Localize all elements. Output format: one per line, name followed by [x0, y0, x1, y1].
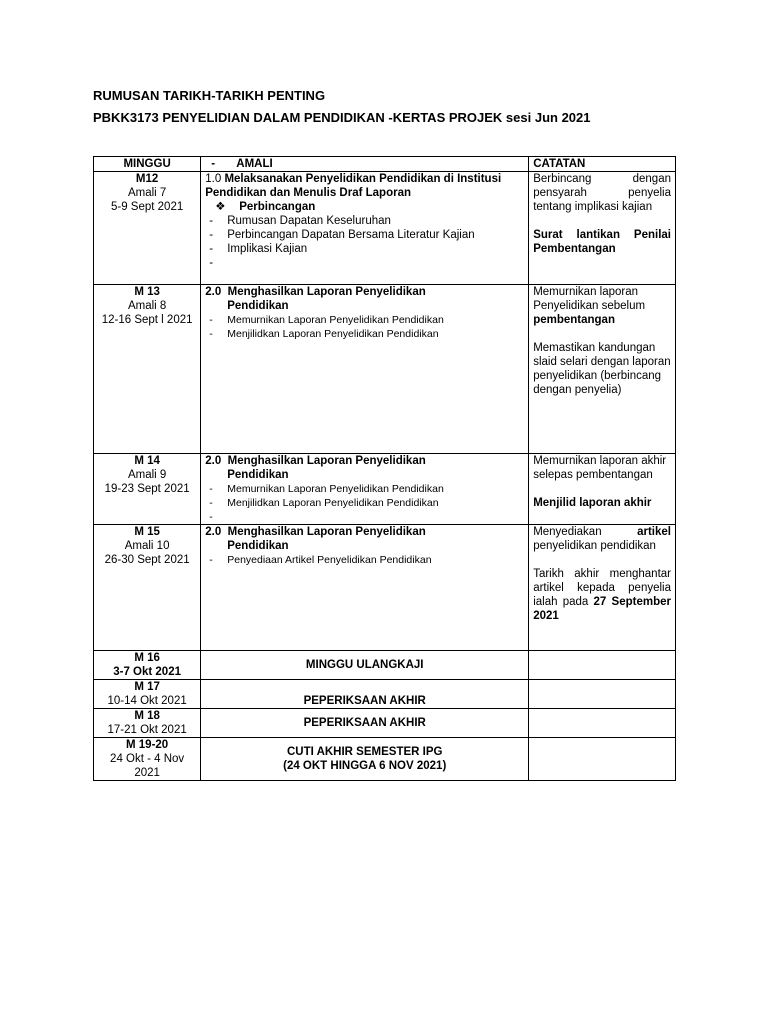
list-item-text: Memurnikan Laporan Penyelidikan Pendidikan	[227, 483, 444, 495]
list-item: - Rumusan Dapatan Keseluruhan	[209, 215, 391, 227]
section-title: Menghasilkan Laporan Penyelidikan	[227, 526, 426, 538]
note-text-2: Memastikan kandungan slaid selari dengan laporan penyelidikan (berbincang dengan penyelia)	[533, 342, 671, 396]
list-item: - Memurnikan Laporan Penyelidikan Pendidikan	[209, 483, 444, 495]
note-text-bold: artikel	[637, 526, 671, 538]
activity-cell: MINGGU ULANGKAJI	[201, 651, 529, 680]
note-text: Memurnikan laporan akhir selepas pembentangan	[533, 455, 667, 481]
amali-label: Amali 10	[124, 540, 170, 552]
note-cell	[529, 680, 676, 709]
note-text-plain: Menyediakan	[533, 526, 602, 538]
activity-cell	[201, 454, 529, 525]
week-dates: 26-30 Sept 2021	[104, 554, 190, 566]
week-cell	[94, 285, 201, 454]
week-dates: 10-14 Okt 2021	[107, 695, 187, 707]
table-row	[94, 651, 676, 680]
week-cell	[94, 680, 201, 709]
note-cell	[529, 651, 676, 680]
section-heading	[205, 172, 524, 200]
week-cell	[94, 525, 201, 651]
section-title: Menghasilkan Laporan Penyelidikan	[227, 286, 426, 298]
activity-cell	[201, 525, 529, 651]
header-amali-dash: -	[211, 158, 216, 170]
section-title: Melaksanakan Penyelidikan Pendidikan di Institusi Pendidikan dan Menulis Draf Laporan	[205, 173, 502, 199]
sub-heading-text: Perbincangan	[239, 201, 316, 213]
activity-cell: PEPERIKSAAN AKHIR	[201, 680, 529, 709]
table-row	[94, 525, 676, 651]
week-dates: 17-21 Okt 2021	[107, 724, 187, 736]
note-text-plain: Memurnikan laporan Penyelidikan sebelum	[533, 286, 646, 312]
list-item-text: Menjilidkan Laporan Penyelidikan Pendidikan	[227, 497, 439, 509]
section-number: 1.0	[205, 173, 222, 185]
document-subtitle: PBKK3173 PENYELIDIAN DALAM PENDIDIKAN -KERTAS PROJEK sesi Jun 2021	[93, 110, 591, 125]
list-item: - Perbincangan Dapatan Bersama Literatur Kajian	[209, 229, 475, 241]
section-title: Menghasilkan Laporan Penyelidikan	[227, 455, 426, 467]
table-row	[94, 454, 676, 525]
sub-heading	[205, 200, 524, 214]
table-row	[94, 285, 676, 454]
note-cell	[529, 709, 676, 738]
note-cell	[529, 454, 676, 525]
section-number: 2.0	[205, 286, 222, 298]
section-title-continued: Pendidikan	[227, 469, 289, 481]
note-cell	[529, 285, 676, 454]
list-item: - Menjilidkan Laporan Penyelidikan Pendidikan	[209, 497, 439, 509]
header-amali	[201, 157, 529, 172]
week-label: M 19-20	[126, 739, 169, 751]
note-cell	[529, 525, 676, 651]
list-item: - Penyediaan Artikel Penyelidikan Pendidikan	[209, 554, 432, 566]
note-text	[533, 525, 671, 539]
table-row	[94, 680, 676, 709]
activity-cell: PEPERIKSAAN AKHIR	[201, 709, 529, 738]
note-text-2	[533, 567, 671, 623]
header-catatan: CATATAN	[529, 157, 676, 172]
note-text	[533, 285, 671, 327]
week-label: M 17	[134, 681, 160, 693]
week-label: M 13	[134, 286, 160, 298]
week-cell	[94, 651, 201, 680]
list-item: - Implikasi Kajian	[209, 243, 308, 255]
week-cell	[94, 738, 201, 781]
activity-cell	[201, 172, 529, 285]
activity-text: CUTI AKHIR SEMESTER IPG	[286, 746, 443, 758]
list-item-text: Perbincangan Dapatan Bersama Literatur Kajian	[227, 229, 475, 241]
list-item-text: Implikasi Kajian	[227, 243, 308, 255]
empty-list-item: -	[209, 257, 214, 269]
list-item: - Menjilidkan Laporan Penyelidikan Pendidikan	[209, 328, 439, 340]
table-row	[94, 709, 676, 738]
list-item: - Memurnikan Laporan Penyelidikan Pendidikan	[209, 314, 444, 326]
header-amali-label: AMALI	[236, 158, 273, 170]
note-text: Berbincang dengan pensyarah penyelia tentang implikasi kajian	[533, 173, 671, 213]
week-label: M 18	[134, 710, 160, 722]
table-row	[94, 172, 676, 285]
week-dates: 5-9 Sept 2021	[110, 201, 184, 213]
empty-list-item: -	[209, 511, 213, 523]
note-cell	[529, 172, 676, 285]
diamond-bullet-icon: ❖	[215, 201, 226, 213]
note-bold-text: Surat lantikan Penilai Pembentangan	[533, 229, 671, 255]
amali-label: Amali 8	[127, 300, 167, 312]
section-number: 2.0	[205, 526, 222, 538]
list-item-text: Memurnikan Laporan Penyelidikan Pendidikan	[227, 314, 444, 326]
section-heading	[205, 525, 524, 539]
section-number: 2.0	[205, 455, 222, 467]
list-item-text: Rumusan Dapatan Keseluruhan	[227, 215, 391, 227]
week-label: M 14	[134, 455, 160, 467]
activity-cell	[201, 285, 529, 454]
week-label: M 15	[134, 526, 160, 538]
table-header-row	[94, 157, 676, 172]
activity-text-dates: (24 OKT HINGGA 6 NOV 2021)	[283, 760, 447, 772]
note-text-continued: penyelidikan pendidikan	[533, 540, 656, 552]
section-title-continued: Pendidikan	[227, 300, 289, 312]
note-text-bold: pembentangan	[533, 314, 615, 326]
week-label: M12	[135, 173, 159, 185]
week-label: M 16	[134, 652, 160, 664]
week-dates: 3-7 Okt 2021	[113, 666, 181, 678]
note-text-plain: Tarikh akhir menghantar artikel kepada penyelia ialah pada	[533, 568, 671, 608]
list-item-text: Menjilidkan Laporan Penyelidikan Pendidikan	[227, 328, 439, 340]
section-heading	[205, 454, 524, 468]
document-title: RUMUSAN TARIKH-TARIKH PENTING	[93, 88, 326, 103]
week-dates: 12-16 Sept l 2021	[101, 314, 193, 326]
week-dates: 19-23 Sept 2021	[104, 483, 190, 495]
note-cell	[529, 738, 676, 781]
section-heading	[205, 285, 524, 299]
amali-label: Amali 9	[127, 469, 167, 481]
list-item-text: Penyediaan Artikel Penyelidikan Pendidikan	[227, 554, 432, 566]
week-cell	[94, 709, 201, 738]
header-minggu: MINGGU	[94, 157, 201, 172]
note-deadline-date: 27 September 2021	[533, 596, 671, 622]
week-cell	[94, 454, 201, 525]
note-bold-text: Menjilid laporan akhir	[533, 497, 652, 509]
activity-cell	[201, 738, 529, 781]
section-title-continued: Pendidikan	[227, 540, 289, 552]
week-dates: 24 Okt - 4 Nov 2021	[110, 753, 185, 779]
week-cell	[94, 172, 201, 285]
table-row	[94, 738, 676, 781]
amali-label: Amali 7	[127, 187, 167, 199]
schedule-table	[93, 156, 676, 781]
